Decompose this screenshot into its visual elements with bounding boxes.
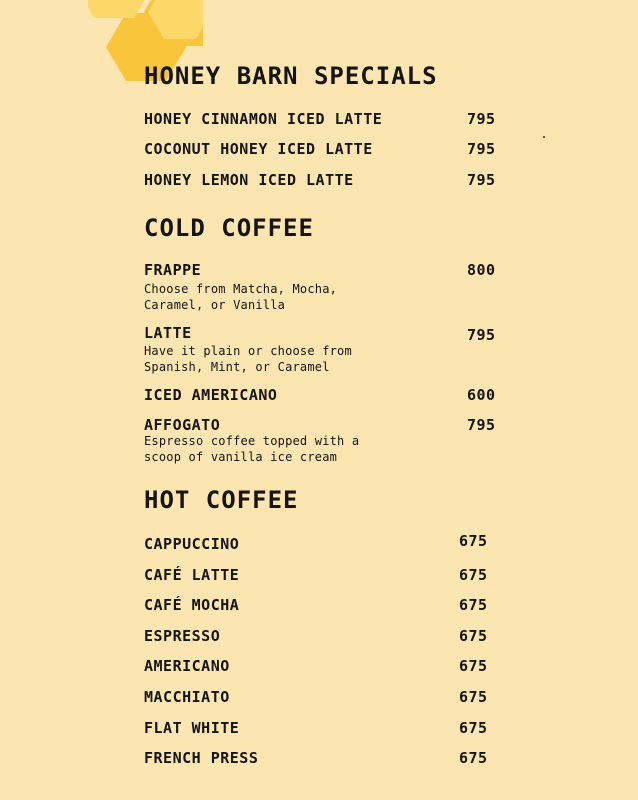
menu-item-name: HONEY LEMON ICED LATTE (144, 171, 354, 189)
section-title-cold-coffee: COLD COFFEE (144, 214, 314, 242)
menu-item-name: FLAT WHITE (144, 719, 240, 737)
menu-item-name: LATTE (144, 324, 192, 342)
menu-item-price: 675 (459, 749, 488, 767)
menu-item-name: FRENCH PRESS (144, 749, 259, 767)
speck-mark (543, 136, 545, 138)
menu-item-price: 800 (467, 261, 496, 279)
menu-item-description: Choose from Matcha, Mocha, Caramel, or Vanilla (144, 282, 338, 312)
menu-item-name: HONEY CINNAMON ICED LATTE (144, 110, 383, 128)
menu-item-name: AFFOGATO (144, 416, 221, 434)
menu-item-price: 795 (467, 326, 496, 344)
menu-item-price: 795 (467, 171, 496, 189)
section-title-hot-coffee: HOT COFFEE (144, 486, 299, 514)
menu-item-name: FRAPPE (144, 261, 202, 279)
menu-item-price: 675 (459, 657, 488, 675)
menu-item-price: 795 (467, 416, 496, 434)
menu-item-name: COCONUT HONEY ICED LATTE (144, 140, 373, 158)
menu-item-price: 675 (459, 566, 488, 584)
section-title-honey-barn-specials: HONEY BARN SPECIALS (144, 62, 438, 90)
menu-item-price: 675 (459, 627, 488, 645)
menu-item-name: ESPRESSO (144, 627, 221, 645)
menu-item-price: 675 (459, 719, 488, 737)
menu-item-price: 675 (459, 532, 488, 550)
menu-item-name: CAFÉ LATTE (144, 566, 240, 584)
menu-item-price: 795 (467, 110, 496, 128)
menu-item-description: Espresso coffee topped with a scoop of vanilla ice cream (144, 434, 360, 464)
menu-item-name: AMERICANO (144, 657, 230, 675)
menu-item-price: 675 (459, 596, 488, 614)
menu-item-name: CAPPUCCINO (144, 535, 240, 553)
menu-item-price: 675 (459, 688, 488, 706)
menu-item-description: Have it plain or choose from Spanish, Mint, or Caramel (144, 344, 352, 374)
menu-item-name: CAFÉ MOCHA (144, 596, 240, 614)
menu-item-price: 600 (467, 386, 496, 404)
menu-item-name: MACCHIATO (144, 688, 230, 706)
menu-item-price: 795 (467, 140, 496, 158)
menu-item-name: ICED AMERICANO (144, 386, 278, 404)
